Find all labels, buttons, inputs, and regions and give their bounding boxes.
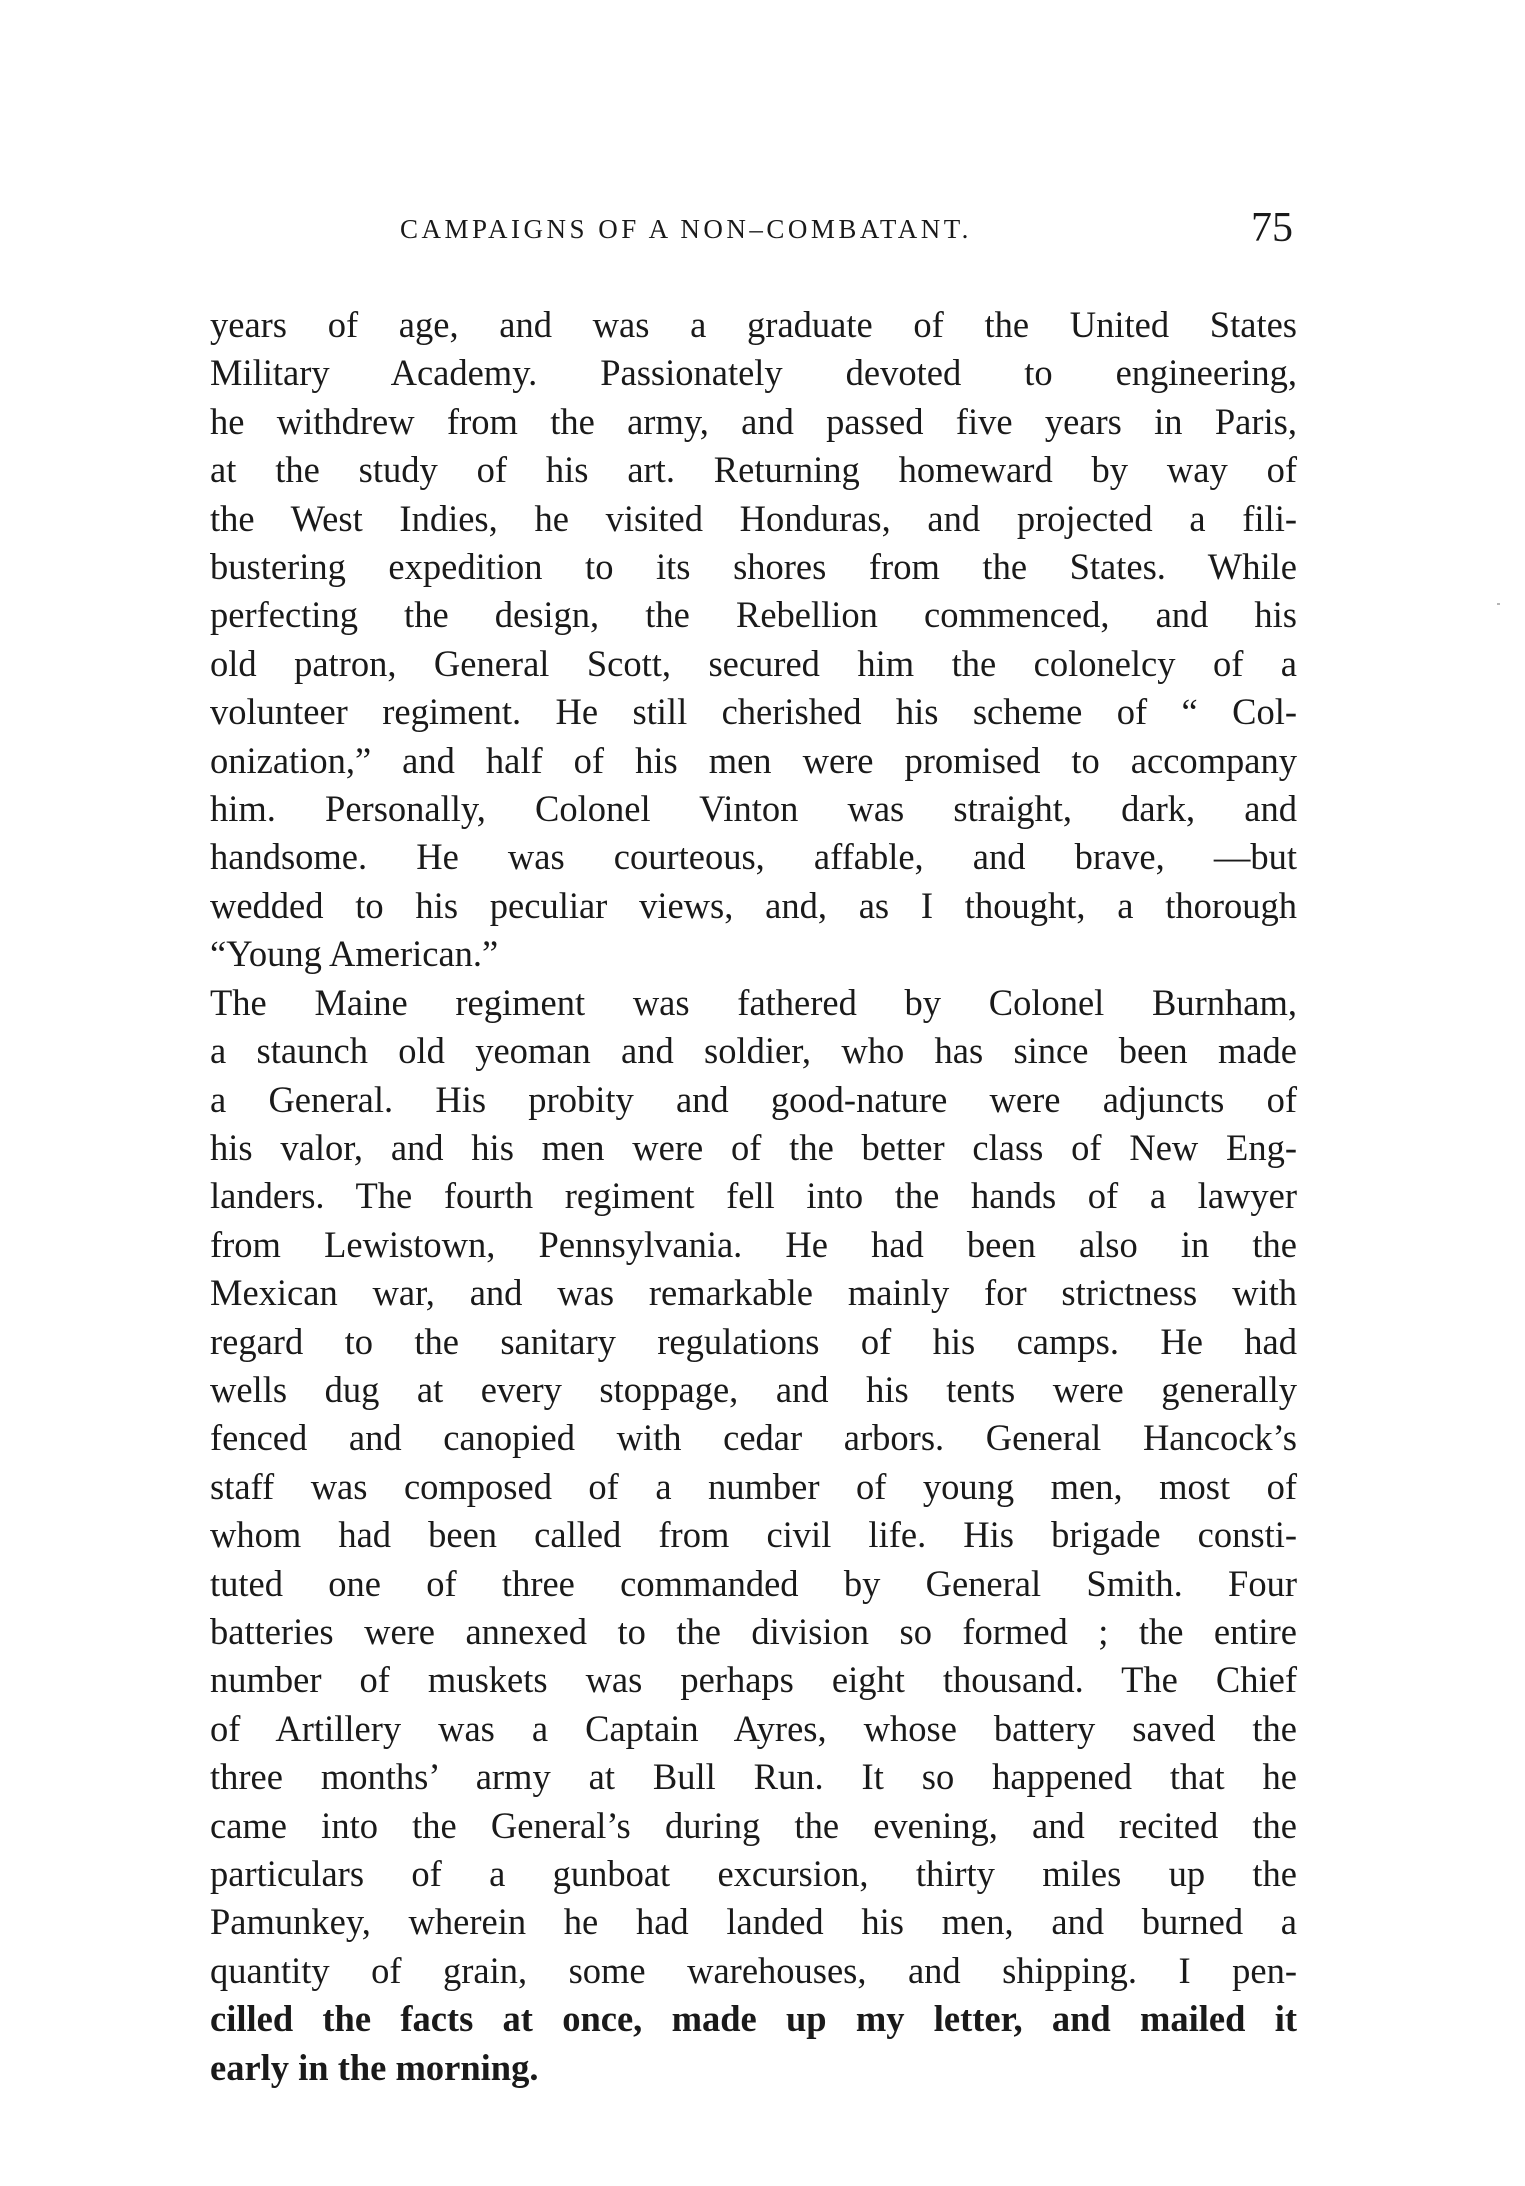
- running-head: [210, 204, 1295, 264]
- text-line: three months’ army at Bull Run. It so happened that he: [210, 1756, 1297, 1798]
- text-line: regard to the sanitary regulations of his camps. He had: [210, 1320, 1297, 1362]
- text-line: from Lewistown, Pennsylvania. He had been also in the: [210, 1223, 1297, 1265]
- text-line: perfecting the design, the Rebellion commenced, and his: [210, 594, 1297, 636]
- text-line: him. Personally, Colonel Vinton was straight, dark, and: [210, 788, 1297, 830]
- text-line: tuted one of three commanded by General Smith. Four: [210, 1562, 1297, 1604]
- text-line: staff was composed of a number of young men, most of: [210, 1465, 1297, 1507]
- text-line: wells dug at every stoppage, and his tents were generally: [210, 1368, 1297, 1410]
- text-line: a staunch old yeoman and soldier, who has since been made: [210, 1030, 1297, 1072]
- text-line: “Young American.”: [210, 933, 499, 975]
- text-line: batteries were annexed to the division so formed ; the entire: [210, 1610, 1297, 1652]
- text-line: volunteer regiment. He still cherished his scheme of “ Col-: [210, 691, 1297, 733]
- paragraph-2: [210, 979, 1297, 2092]
- text-line: wedded to his peculiar views, and, as I thought, a thorough: [210, 884, 1297, 926]
- text-line: whom had been called from civil life. His brigade consti-: [210, 1514, 1297, 1556]
- text-line: handsome. He was courteous, affable, and brave, —but: [210, 836, 1297, 878]
- text-line: his valor, and his men were of the better class of New Eng-: [210, 1126, 1297, 1168]
- text-line: Military Academy. Passionately devoted to engineering,: [210, 352, 1297, 394]
- text-line: early in the morning.: [210, 2046, 539, 2088]
- text-line: quantity of grain, some warehouses, and shipping. I pen-: [210, 1949, 1297, 1991]
- text-line: Mexican war, and was remarkable mainly for strictness with: [210, 1272, 1297, 1314]
- text-line: Pamunkey, wherein he had landed his men, and burned a: [210, 1901, 1297, 1943]
- text-line: cilled the facts at once, made up my letter, and mailed it: [210, 1998, 1297, 2040]
- text-line: The Maine regiment was fathered by Colonel Burnham,: [210, 981, 1297, 1023]
- text-line: at the study of his art. Returning homeward by way of: [210, 449, 1297, 491]
- text-line: a General. His probity and good-nature were adjuncts of: [210, 1078, 1297, 1120]
- text-line: he withdrew from the army, and passed five years in Paris,: [210, 400, 1297, 442]
- text-line: of Artillery was a Captain Ayres, whose battery saved the: [210, 1707, 1297, 1749]
- page-number: 75: [1251, 205, 1293, 251]
- running-title: CAMPAIGNS OF A NON–COMBATANT.: [400, 214, 972, 244]
- text-line: bustering expedition to its shores from the States. While: [210, 546, 1297, 588]
- text-line: landers. The fourth regiment fell into the hands of a lawyer: [210, 1175, 1297, 1217]
- paper-speck: [1497, 603, 1500, 605]
- text-line: came into the General’s during the evening, and recited the: [210, 1804, 1297, 1846]
- text-line: old patron, General Scott, secured him the colonelcy of a: [210, 642, 1297, 684]
- paragraph-1: [210, 301, 1297, 979]
- text-line: the West Indies, he visited Honduras, and projected a fili-: [210, 497, 1297, 539]
- text-line: fenced and canopied with cedar arbors. General Hancock’s: [210, 1417, 1297, 1459]
- body-text: [210, 301, 1297, 2092]
- text-line: years of age, and was a graduate of the United States: [210, 304, 1297, 345]
- text-line: number of muskets was perhaps eight thousand. The Chief: [210, 1659, 1297, 1701]
- text-line: onization,” and half of his men were promised to accompany: [210, 739, 1297, 781]
- text-line: particulars of a gunboat excursion, thirty miles up the: [210, 1853, 1297, 1894]
